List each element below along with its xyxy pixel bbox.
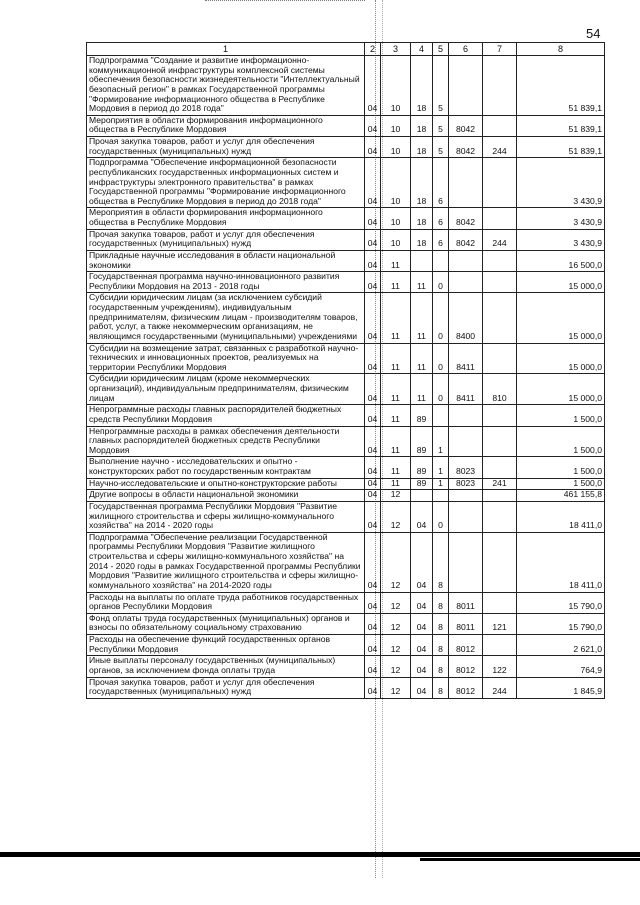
row-direction-cell: 8400 [449, 293, 483, 343]
row-direction-cell: 8023 [449, 478, 483, 490]
row-expense-type-cell [483, 405, 517, 426]
header-cell-expense-type: 7 [483, 43, 517, 56]
row-expense-type-cell: 810 [483, 374, 517, 405]
row-amount-cell: 1 500,0 [517, 457, 605, 478]
row-expense-type-cell [483, 272, 517, 293]
table-row [87, 56, 605, 116]
row-name-cell: Научно-исследовательские и опытно-конструкторские работы [87, 478, 365, 490]
row-direction-cell [449, 272, 483, 293]
row-amount-cell: 3 430,9 [517, 208, 605, 229]
row-subsection-cell: 12 [381, 490, 411, 502]
row-section-cell: 04 [365, 115, 381, 136]
header-cell-direction: 6 [449, 43, 483, 56]
row-section-cell: 04 [365, 478, 381, 490]
row-program-cell: 04 [411, 501, 433, 532]
row-expense-type-cell [483, 426, 517, 457]
row-amount-cell: 764,9 [517, 656, 605, 677]
row-subprogram-cell: 0 [433, 343, 449, 374]
row-program-cell: 04 [411, 532, 433, 592]
row-direction-cell [449, 532, 483, 592]
row-subsection-cell: 11 [381, 426, 411, 457]
row-amount-cell: 15 790,0 [517, 613, 605, 634]
row-amount-cell: 15 000,0 [517, 272, 605, 293]
row-subprogram-cell: 1 [433, 478, 449, 490]
row-direction-cell: 8011 [449, 592, 483, 613]
row-expense-type-cell [483, 635, 517, 656]
row-program-cell: 18 [411, 137, 433, 158]
row-section-cell: 04 [365, 229, 381, 250]
row-amount-cell: 1 500,0 [517, 405, 605, 426]
table-row [87, 478, 605, 490]
header-cell-subprogram: 5 [433, 43, 449, 56]
table-row [87, 208, 605, 229]
table-row [87, 613, 605, 634]
row-section-cell: 04 [365, 374, 381, 405]
row-direction-cell: 8411 [449, 374, 483, 405]
row-subprogram-cell: 1 [433, 426, 449, 457]
row-direction-cell: 8012 [449, 656, 483, 677]
table-row [87, 656, 605, 677]
row-direction-cell: 8012 [449, 677, 483, 698]
row-section-cell: 04 [365, 592, 381, 613]
row-subsection-cell: 11 [381, 457, 411, 478]
row-program-cell: 04 [411, 677, 433, 698]
row-subprogram-cell: 8 [433, 656, 449, 677]
row-direction-cell: 8042 [449, 229, 483, 250]
row-direction-cell [449, 405, 483, 426]
top-scan-line [205, 0, 365, 3]
row-name-cell: Непрограммные расходы в рамках обеспечения деятельности главных распорядителей бюджетных средств Республики Мордовия [87, 426, 365, 457]
row-section-cell: 04 [365, 677, 381, 698]
row-section-cell: 04 [365, 293, 381, 343]
row-subprogram-cell: 6 [433, 229, 449, 250]
row-direction-cell [449, 501, 483, 532]
row-section-cell: 04 [365, 272, 381, 293]
row-amount-cell: 51 839,1 [517, 137, 605, 158]
row-subprogram-cell: 5 [433, 56, 449, 116]
row-section-cell: 04 [365, 405, 381, 426]
table-row [87, 405, 605, 426]
row-direction-cell: 8012 [449, 635, 483, 656]
row-expense-type-cell: 241 [483, 478, 517, 490]
row-section-cell: 04 [365, 501, 381, 532]
row-subsection-cell: 10 [381, 115, 411, 136]
row-program-cell: 89 [411, 405, 433, 426]
row-program-cell: 18 [411, 56, 433, 116]
row-name-cell: Прочая закупка товаров, работ и услуг для обеспечения государственных (муниципальных) нужд [87, 137, 365, 158]
table-row [87, 343, 605, 374]
row-name-cell: Мероприятия в области формирования информационного общества в Республике Мордовия [87, 115, 365, 136]
budget-table [86, 42, 605, 699]
header-cell-amount: 8 [517, 43, 605, 56]
row-program-cell: 04 [411, 635, 433, 656]
row-expense-type-cell: 244 [483, 137, 517, 158]
row-name-cell: Подпрограмма "Обеспечение реализации Государственной программы Республики Мордовия "Развитие жилищного строительства и сферы жилищно-коммунального хозяйства" на 2014 - 2020 годы в рамках Государственной программы Республики Мордовия "Развитие жилищного строительства и сферы жилищно-коммунального хозяйства" на 2014-2020 годы [87, 532, 365, 592]
scan-edge-bar-secondary [420, 858, 640, 861]
row-amount-cell: 51 839,1 [517, 115, 605, 136]
row-subprogram-cell [433, 405, 449, 426]
row-name-cell: Субсидии юридическим лицам (кроме некоммерческих организаций), индивидуальным предпринимателям, физическим лицам [87, 374, 365, 405]
row-amount-cell: 2 621,0 [517, 635, 605, 656]
row-subsection-cell: 12 [381, 635, 411, 656]
row-program-cell: 11 [411, 293, 433, 343]
table-row [87, 592, 605, 613]
row-section-cell: 04 [365, 158, 381, 208]
row-direction-cell [449, 56, 483, 116]
row-subsection-cell: 12 [381, 532, 411, 592]
row-subprogram-cell: 8 [433, 635, 449, 656]
row-subprogram-cell: 0 [433, 374, 449, 405]
row-subprogram-cell: 8 [433, 592, 449, 613]
row-subsection-cell: 12 [381, 677, 411, 698]
row-name-cell: Другие вопросы в области национальной экономики [87, 490, 365, 502]
table-row [87, 158, 605, 208]
row-subprogram-cell: 8 [433, 677, 449, 698]
row-section-cell: 04 [365, 656, 381, 677]
row-direction-cell: 8023 [449, 457, 483, 478]
row-amount-cell: 18 411,0 [517, 501, 605, 532]
row-expense-type-cell [483, 250, 517, 271]
row-amount-cell: 461 155,8 [517, 490, 605, 502]
row-amount-cell: 16 500,0 [517, 250, 605, 271]
scan-edge-bar [0, 852, 640, 857]
row-expense-type-cell [483, 208, 517, 229]
row-direction-cell [449, 426, 483, 457]
row-expense-type-cell [483, 490, 517, 502]
row-expense-type-cell [483, 501, 517, 532]
row-expense-type-cell [483, 115, 517, 136]
row-program-cell: 18 [411, 158, 433, 208]
row-name-cell: Государственная программа научно-инновационного развития Республики Мордовия на 2013 - 2018 годы [87, 272, 365, 293]
row-name-cell: Субсидии на возмещение затрат, связанных с разработкой научно-технических и инновационных проектов, реализуемых на территории Республики Мордовия [87, 343, 365, 374]
row-expense-type-cell: 121 [483, 613, 517, 634]
row-expense-type-cell [483, 293, 517, 343]
row-subprogram-cell: 8 [433, 613, 449, 634]
row-subsection-cell: 12 [381, 501, 411, 532]
row-name-cell: Прочая закупка товаров, работ и услуг для обеспечения государственных (муниципальных) нужд [87, 229, 365, 250]
page-number: 54 [586, 26, 601, 41]
row-subprogram-cell: 5 [433, 137, 449, 158]
row-expense-type-cell: 122 [483, 656, 517, 677]
row-section-cell: 04 [365, 635, 381, 656]
row-subprogram-cell [433, 490, 449, 502]
row-program-cell [411, 490, 433, 502]
row-subsection-cell: 11 [381, 374, 411, 405]
row-subsection-cell: 10 [381, 137, 411, 158]
row-program-cell: 18 [411, 229, 433, 250]
table-row [87, 677, 605, 698]
table-row [87, 490, 605, 502]
row-expense-type-cell [483, 343, 517, 374]
row-direction-cell [449, 158, 483, 208]
row-amount-cell: 18 411,0 [517, 532, 605, 592]
row-subprogram-cell [433, 250, 449, 271]
row-program-cell: 11 [411, 272, 433, 293]
table-row [87, 229, 605, 250]
row-expense-type-cell [483, 457, 517, 478]
row-direction-cell: 8042 [449, 208, 483, 229]
row-program-cell: 89 [411, 478, 433, 490]
row-name-cell: Выполнение научно - исследовательских и опытно - конструкторских работ по государственным контрактам [87, 457, 365, 478]
table-row [87, 115, 605, 136]
table-row [87, 501, 605, 532]
row-subsection-cell: 10 [381, 56, 411, 116]
row-section-cell: 04 [365, 532, 381, 592]
row-subsection-cell: 10 [381, 229, 411, 250]
row-program-cell: 04 [411, 613, 433, 634]
row-program-cell: 89 [411, 426, 433, 457]
row-name-cell: Подпрограмма "Создание и развитие информационно-коммуникационной инфраструктуры комплексной системы обеспечения безопасности жизнедеятельности "Интеллектуальный безопасный регион" в рамках Государственной программы "Формирование информационного общества в Республике Мордовия в период до 2018 года" [87, 56, 365, 116]
row-direction-cell: 8042 [449, 137, 483, 158]
row-section-cell: 04 [365, 490, 381, 502]
row-direction-cell: 8411 [449, 343, 483, 374]
table-row [87, 426, 605, 457]
row-amount-cell: 3 430,9 [517, 158, 605, 208]
row-subsection-cell: 11 [381, 293, 411, 343]
row-subprogram-cell: 6 [433, 158, 449, 208]
row-name-cell: Прикладные научные исследования в области национальной экономики [87, 250, 365, 271]
row-expense-type-cell: 244 [483, 677, 517, 698]
row-subprogram-cell: 0 [433, 501, 449, 532]
row-name-cell: Государственная программа Республики Мордовия "Развитие жилищного строительства и сферы жилищно-коммунального хозяйства" на 2014 - 2020 годы [87, 501, 365, 532]
row-subprogram-cell: 0 [433, 293, 449, 343]
row-expense-type-cell [483, 592, 517, 613]
row-program-cell: 04 [411, 592, 433, 613]
row-name-cell: Прочая закупка товаров, работ и услуг для обеспечения государственных (муниципальных) нужд [87, 677, 365, 698]
row-amount-cell: 51 839,1 [517, 56, 605, 116]
row-subsection-cell: 11 [381, 405, 411, 426]
row-subsection-cell: 10 [381, 208, 411, 229]
row-amount-cell: 1 500,0 [517, 478, 605, 490]
table-row [87, 457, 605, 478]
table-row [87, 374, 605, 405]
row-subprogram-cell: 6 [433, 208, 449, 229]
row-expense-type-cell [483, 158, 517, 208]
header-cell-name: 1 [87, 43, 365, 56]
row-program-cell: 04 [411, 656, 433, 677]
row-direction-cell: 8042 [449, 115, 483, 136]
header-cell-section: 2 [365, 43, 381, 56]
row-amount-cell: 3 430,9 [517, 229, 605, 250]
row-expense-type-cell: 244 [483, 229, 517, 250]
table-row [87, 293, 605, 343]
row-name-cell: Расходы на обеспечение функций государственных органов Республики Мордовия [87, 635, 365, 656]
table-body [87, 56, 605, 699]
row-subprogram-cell: 8 [433, 532, 449, 592]
row-amount-cell: 1 845,9 [517, 677, 605, 698]
row-section-cell: 04 [365, 250, 381, 271]
row-subsection-cell: 12 [381, 613, 411, 634]
row-amount-cell: 15 000,0 [517, 343, 605, 374]
row-expense-type-cell [483, 56, 517, 116]
row-section-cell: 04 [365, 208, 381, 229]
row-name-cell: Подпрограмма "Обеспечение информационной безопасности республиканских государственных информационных систем и инфраструктуры электронного правительства" в рамках Государственной программы "Формирование информационного общества в Республике Мордовия в период до 2018 года" [87, 158, 365, 208]
row-direction-cell [449, 490, 483, 502]
row-subprogram-cell: 5 [433, 115, 449, 136]
row-name-cell: Расходы на выплаты по оплате труда работников государственных органов Республики Мордовия [87, 592, 365, 613]
row-name-cell: Субсидии юридическим лицам (за исключением субсидий государственным учреждениям), индивидуальным предпринимателям, физическим лицам - производителям товаров, работ, услуг, а также некоммерческим организациям, не являющимся государственными (муниципальными) учреждениями [87, 293, 365, 343]
table-header-row [87, 43, 605, 56]
row-name-cell: Мероприятия в области формирования информационного общества в Республике Мордовия [87, 208, 365, 229]
row-program-cell [411, 250, 433, 271]
row-name-cell: Фонд оплаты труда государственных (муниципальных) органов и взносы по обязательному социальному страхованию [87, 613, 365, 634]
row-subsection-cell: 11 [381, 343, 411, 374]
row-expense-type-cell [483, 532, 517, 592]
table-row [87, 250, 605, 271]
row-section-cell: 04 [365, 613, 381, 634]
row-subprogram-cell: 1 [433, 457, 449, 478]
row-direction-cell: 8011 [449, 613, 483, 634]
table-row [87, 532, 605, 592]
row-subsection-cell: 11 [381, 272, 411, 293]
row-section-cell: 04 [365, 137, 381, 158]
row-amount-cell: 1 500,0 [517, 426, 605, 457]
row-program-cell: 11 [411, 374, 433, 405]
row-subsection-cell: 10 [381, 158, 411, 208]
row-subsection-cell: 11 [381, 478, 411, 490]
row-direction-cell [449, 250, 483, 271]
row-section-cell: 04 [365, 457, 381, 478]
row-program-cell: 11 [411, 343, 433, 374]
row-subsection-cell: 12 [381, 592, 411, 613]
row-section-cell: 04 [365, 343, 381, 374]
row-subprogram-cell: 0 [433, 272, 449, 293]
row-subsection-cell: 11 [381, 250, 411, 271]
row-program-cell: 89 [411, 457, 433, 478]
row-amount-cell: 15 790,0 [517, 592, 605, 613]
row-subsection-cell: 12 [381, 656, 411, 677]
table-row [87, 272, 605, 293]
row-section-cell: 04 [365, 426, 381, 457]
row-amount-cell: 15 000,0 [517, 293, 605, 343]
header-cell-subsection: 3 [381, 43, 411, 56]
row-name-cell: Иные выплаты персоналу государственных (муниципальных) органов, за исключением фонда оплаты труда [87, 656, 365, 677]
table-row [87, 635, 605, 656]
row-program-cell: 18 [411, 115, 433, 136]
row-section-cell: 04 [365, 56, 381, 116]
header-cell-program: 4 [411, 43, 433, 56]
row-name-cell: Непрограммные расходы главных распорядителей бюджетных средств Республики Мордовия [87, 405, 365, 426]
table-row [87, 137, 605, 158]
row-amount-cell: 15 000,0 [517, 374, 605, 405]
row-program-cell: 18 [411, 208, 433, 229]
